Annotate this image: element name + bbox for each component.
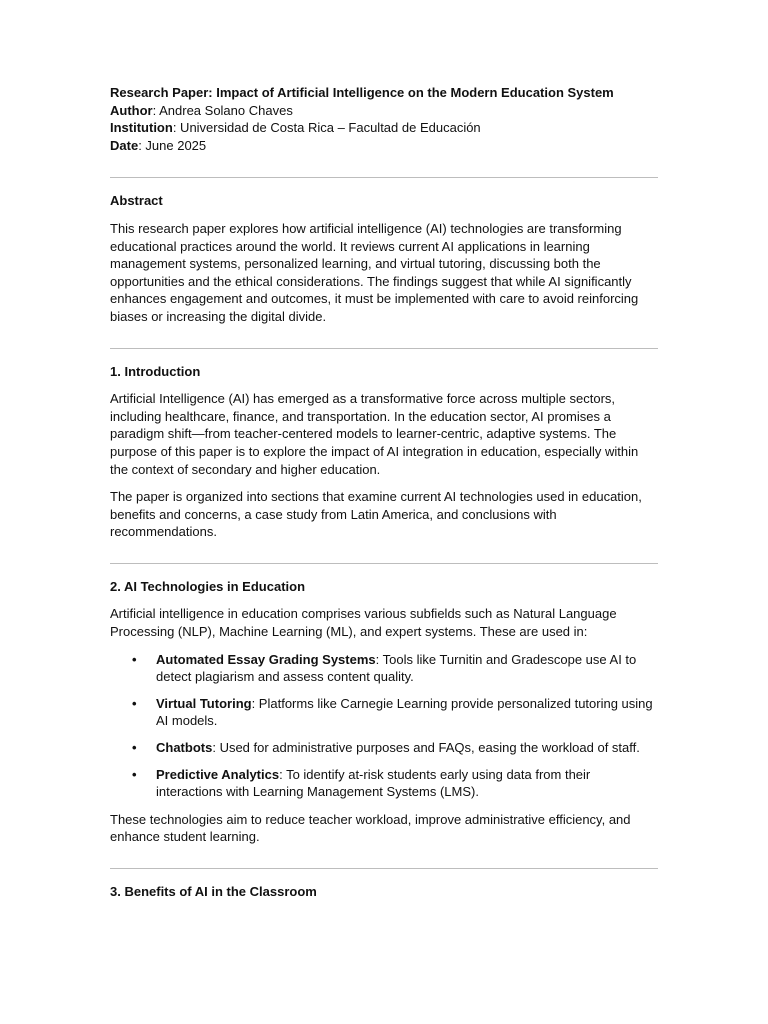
document-header <box>110 84 658 154</box>
list-item-desc: : Used for administrative purposes and FAQs, easing the workload of staff. <box>212 740 640 756</box>
benefits-section <box>110 883 658 901</box>
technologies-intro: Artificial intelligence in education comprises various subfields such as Natural Language Processing (NLP), Machine Learning (ML), and expert systems. These are used in: <box>110 606 617 640</box>
abstract-section <box>110 192 658 325</box>
list-item <box>110 651 658 686</box>
introduction-section <box>110 363 658 541</box>
institution-value: : Universidad de Costa Rica – Facultad de Educación <box>172 120 481 136</box>
divider-4 <box>110 868 658 869</box>
divider-3 <box>110 563 658 564</box>
list-item-term: Chatbots <box>156 740 213 756</box>
introduction-paragraph-1: Artificial Intelligence (AI) has emerged as a transformative force across multiple sectors, including healthcare, finance, and transportation. In the education sector, AI promises a paradigm shift—from teacher-centered models to learner-centric, adaptive systems. The purpose of this paper is to explore the impact of AI integration in education, especially within the context of secondary and higher education. <box>110 391 639 477</box>
list-item-term: Predictive Analytics <box>156 766 280 782</box>
author-value: : Andrea Solano Chaves <box>152 102 293 118</box>
document-page <box>110 84 658 901</box>
divider-2 <box>110 348 658 349</box>
technologies-heading: 2. AI Technologies in Education <box>110 578 306 594</box>
abstract-text: This research paper explores how artificial intelligence (AI) technologies are transforming educational practices around the world. It reviews current AI applications in learning management systems, personalized learning, and virtual tutoring, discussing both the opportunities and the ethical considerations. The findings suggest that while AI significantly enhances engagement and outcomes, it must be implemented with care to avoid reinforcing biases or increasing the digital divide. <box>110 220 639 324</box>
list-item <box>110 695 658 730</box>
divider-1 <box>110 177 658 178</box>
introduction-heading: 1. Introduction <box>110 363 201 379</box>
benefits-heading: 3. Benefits of AI in the Classroom <box>110 884 317 899</box>
list-item-desc: : Tools like Turnitin and Gradescope use AI to detect plagiarism and assess content quality. <box>156 651 637 685</box>
paper-title: Research Paper: Impact of Artificial Intelligence on the Modern Education System <box>110 85 614 100</box>
bullet-icon: • <box>132 766 137 782</box>
technologies-outro: These technologies aim to reduce teacher workload, improve administrative efficiency, and enhance student learning. <box>110 811 631 845</box>
date-label: Date <box>110 137 139 153</box>
list-item-term: Virtual Tutoring <box>156 695 252 711</box>
list-item <box>110 739 658 757</box>
institution-line <box>110 119 658 137</box>
list-item-desc: : To identify at-risk students early using data from their interactions with Learning Management Systems (LMS). <box>156 766 591 800</box>
bullet-icon: • <box>132 651 137 667</box>
institution-label: Institution <box>110 120 173 136</box>
bullet-icon: • <box>132 740 137 756</box>
list-item-term: Automated Essay Grading Systems <box>156 651 376 667</box>
author-label: Author <box>110 102 153 118</box>
list-item <box>110 766 658 801</box>
list-item-desc: : Platforms like Carnegie Learning provide personalized tutoring using AI models. <box>156 695 653 729</box>
abstract-heading: Abstract <box>110 193 163 209</box>
introduction-paragraph-2: The paper is organized into sections that examine current AI technologies used in education, benefits and concerns, a case study from Latin America, and conclusions with recommendations. <box>110 489 642 540</box>
technologies-section <box>110 578 658 846</box>
date-value: : June 2025 <box>138 137 207 153</box>
date-line <box>110 137 658 155</box>
author-line <box>110 102 658 120</box>
bullet-icon: • <box>132 695 137 711</box>
technologies-list <box>110 651 658 801</box>
